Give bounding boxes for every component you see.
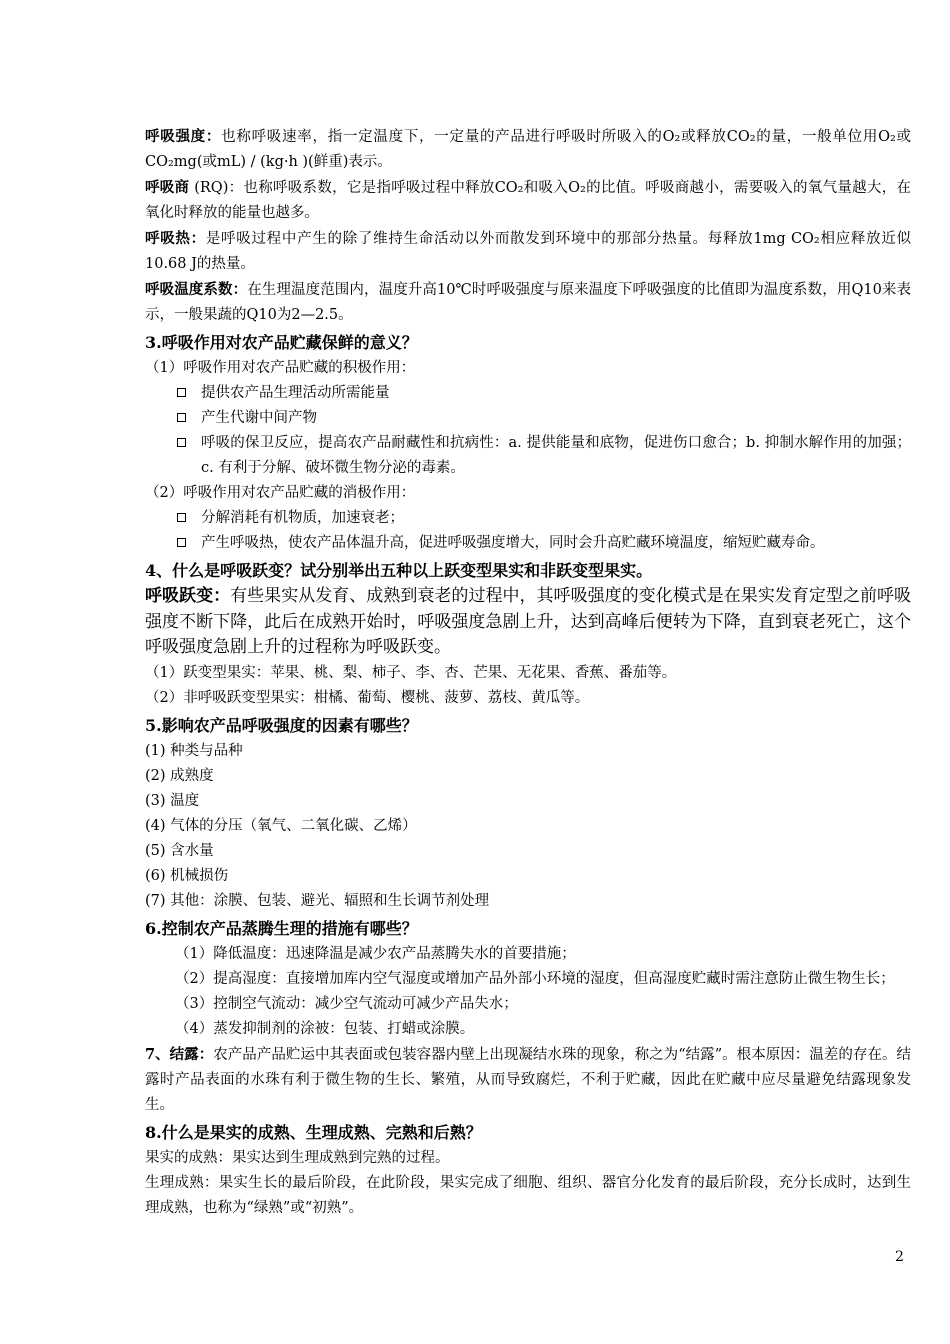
checkbox-bullet-icon: [177, 388, 186, 397]
heading-q6: 6.控制农产品蒸腾生理的措施有哪些？: [145, 918, 418, 938]
checkbox-bullet-icon: [177, 538, 186, 547]
list-item: (3) 温度: [145, 792, 200, 809]
definition-respiration-heat: 呼吸热：是呼吸过程中产生的除了维持生命活动以外而散发到环境中的那部分热量。每释放1mg CO₂相应释放近似10.68 J的热量。: [145, 230, 911, 272]
document-body: [145, 124, 911, 1221]
list-item: （1）跃变型果实：苹果、桃、梨、柿子、李、杏、芒果、无花果、香蕉、番茄等。: [145, 664, 677, 681]
list-item: （3）控制空气流动：减少空气流动可减少产品失水；: [175, 995, 518, 1012]
bullet-item: 呼吸的保卫反应，提高农产品耐藏性和抗病性：a. 提供能量和底物，促进伤口愈合；b. 抑制水解作用的加强；c. 有利于分解、破坏微生物分泌的毒素。: [145, 431, 911, 481]
q3-positive-label: （1）呼吸作用对农产品贮藏的积极作用：: [145, 360, 416, 376]
definition-respiratory-quotient: 呼吸商 (RQ)：也称呼吸系数，它是指呼吸过程中释放CO₂和吸入O₂的比值。呼吸商越小，需要吸入的氧气量越大，在氧化时释放的能量也越多。: [145, 179, 911, 221]
checkbox-bullet-icon: [177, 413, 186, 422]
list-item: （4）蒸发抑制剂的涂被：包装、打蜡或涂膜。: [175, 1020, 475, 1037]
definition-climacteric: 呼吸跃变：有些果实从发育、成熟到衰老的过程中，其呼吸强度的变化模式是在果实发育定型之前呼吸强度不断下降，此后在成熟开始时，呼吸强度急剧上升，达到高峰后便转为下降，直到衰老死亡，这个呼吸强度急剧上升的过程称为呼吸跃变。: [145, 586, 912, 657]
heading-q4: 4、什么是呼吸跃变？试分别举出五种以上跃变型果实和非跃变型果实。: [145, 561, 653, 580]
checkbox-bullet-icon: [177, 513, 186, 522]
list-item: 果实的成熟：果实达到生理成熟到完熟的过程。: [145, 1149, 450, 1166]
heading-q5: 5.影响农产品呼吸强度的因素有哪些？: [145, 715, 418, 735]
list-item: (6) 机械损伤: [145, 867, 229, 884]
list-item: （1）降低温度：迅速降温是减少农产品蒸腾失水的首要措施；: [175, 945, 576, 962]
definition-temperature-coefficient: 呼吸温度系数：在生理温度范围内，温度升高10℃时呼吸强度与原来温度下呼吸强度的比值即为温度系数，用Q10来表示，一般果蔬的Q10为2—2.5。: [145, 281, 911, 323]
q3-negative-label: （2）呼吸作用对农产品贮藏的消极作用：: [145, 485, 416, 501]
definition-respiration-intensity: 呼吸强度：也称呼吸速率，指一定温度下，一定量的产品进行呼吸时所吸入的O₂或释放CO₂的量，一般单位用O₂或CO₂mg(或mL) / (kg·h )(鲜重)表示。: [145, 128, 911, 170]
list-item: (5) 含水量: [145, 842, 214, 859]
list-item: (4) 气体的分压（氧气、二氧化碳、乙烯）: [145, 817, 417, 834]
bullet-item: 产生代谢中间产物: [145, 406, 911, 431]
definition-condensation: 7、结露：农产品产品贮运中其表面或包装容器内壁上出现凝结水珠的现象，称之为“结露”。根本原因：温差的存在。结露时产品表面的水珠有利于微生物的生长、繁殖，从而导致腐烂，不利于贮藏，因此在贮藏中应尽量避免结露现象发生。: [145, 1045, 912, 1113]
bullet-item: 提供农产品生理活动所需能量: [145, 381, 911, 406]
bullet-item: 分解消耗有机物质，加速衰老；: [145, 506, 911, 531]
heading-q8: 8.什么是果实的成熟、生理成熟、完熟和后熟？: [145, 1122, 482, 1142]
list-item: (1) 种类与品种: [145, 742, 243, 759]
list-item: （2）提高湿度：直接增加库内空气湿度或增加产品外部小环境的湿度，但高湿度贮藏时需注意防止微生物生长；: [175, 970, 895, 987]
list-item: 生理成熟：果实生长的最后阶段，在此阶段，果实完成了细胞、组织、器官分化发育的最后阶段，充分长成时，达到生理成熟，也称为“绿熟”或“初熟”。: [145, 1174, 911, 1216]
heading-q3: 3.呼吸作用对农产品贮藏保鲜的意义？: [145, 333, 418, 352]
list-item: (2) 成熟度: [145, 767, 214, 784]
page-number: 2: [895, 1249, 904, 1265]
list-item: (7) 其他：涂膜、包装、避光、辐照和生长调节剂处理: [145, 892, 490, 909]
checkbox-bullet-icon: [177, 438, 186, 447]
list-item: （2）非呼吸跃变型果实：柑橘、葡萄、樱桃、菠萝、荔枝、黄瓜等。: [145, 689, 590, 706]
bullet-item: 产生呼吸热，使农产品体温升高，促进呼吸强度增大，同时会升高贮藏环境温度，缩短贮藏寿命。: [145, 531, 911, 556]
